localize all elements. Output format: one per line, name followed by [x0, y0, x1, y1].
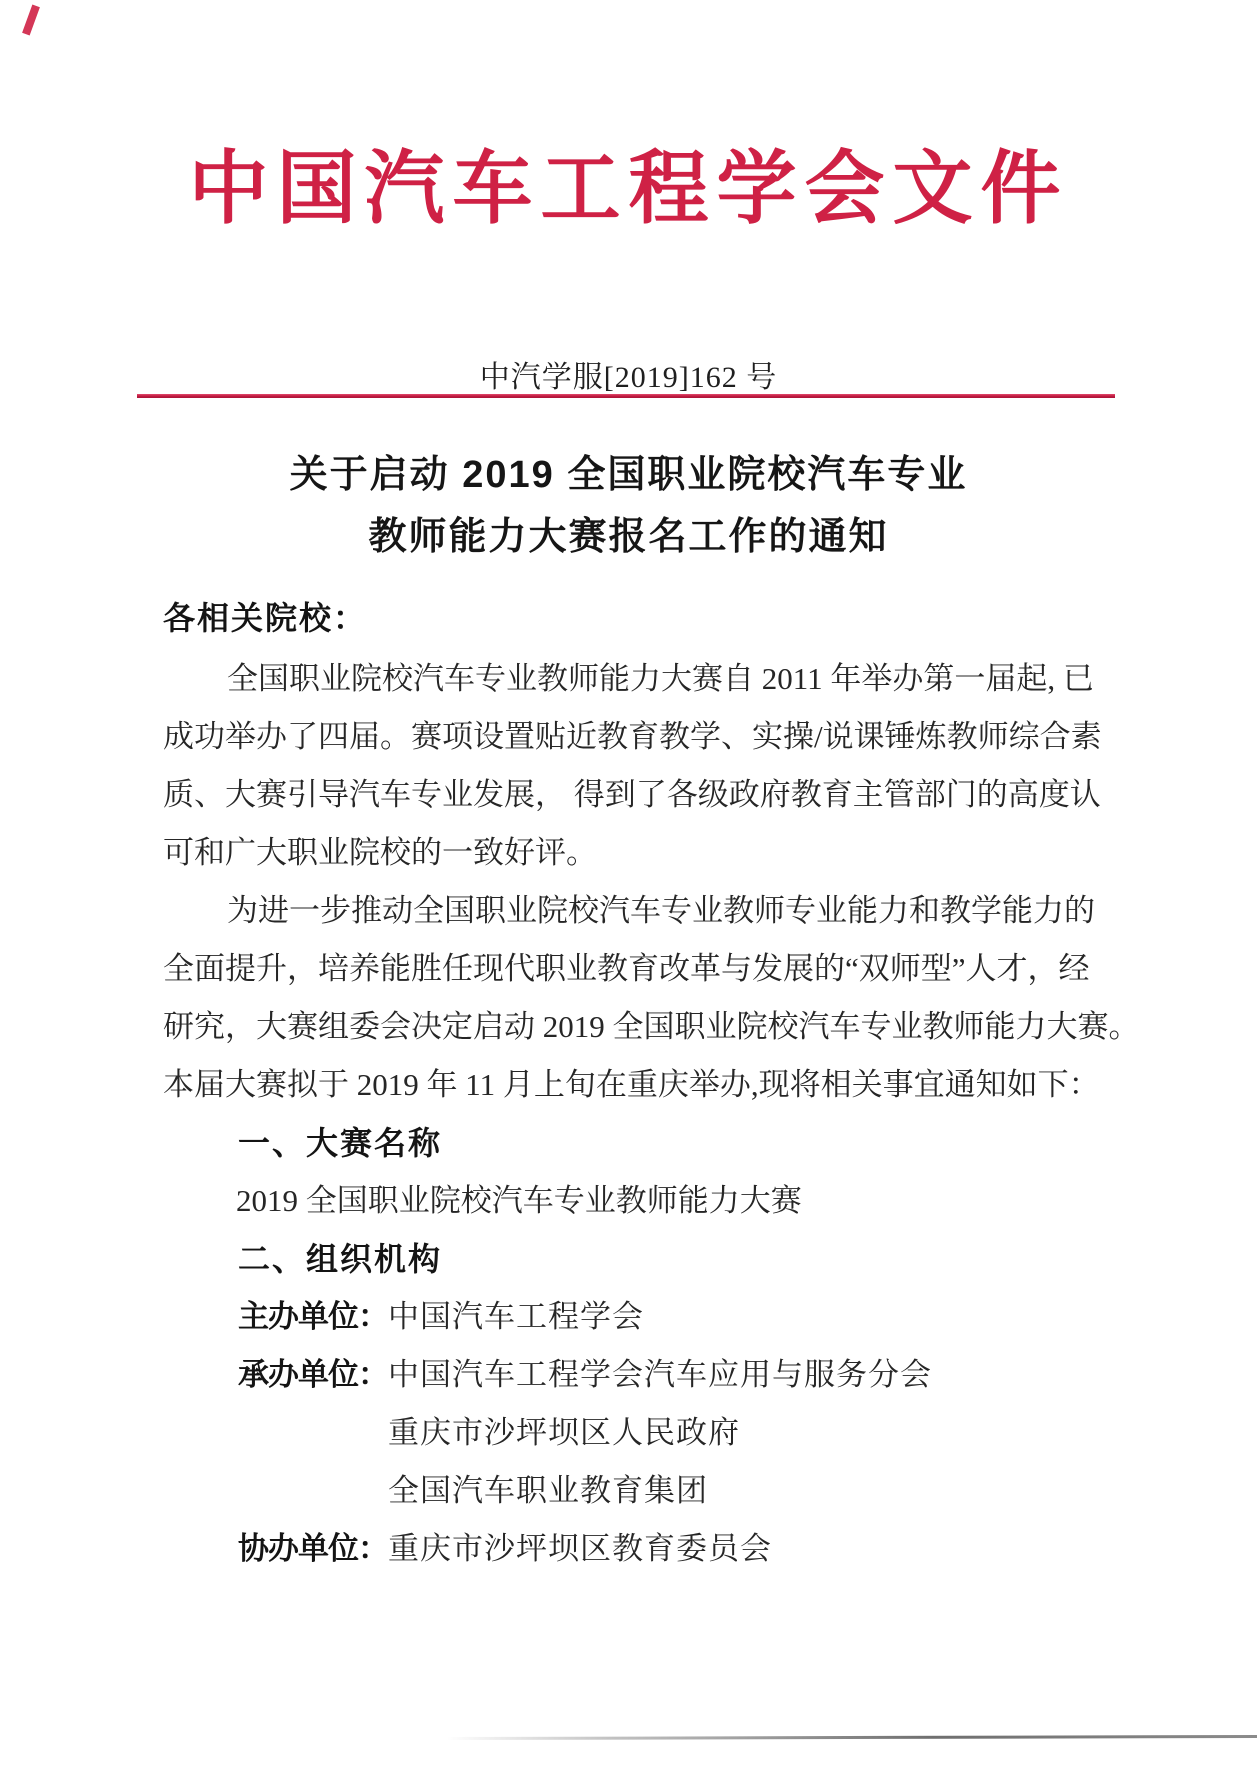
red-divider-line — [137, 394, 1115, 398]
section1-content: 2019 全国职业院校汽车专业教师能力大赛 — [236, 1183, 802, 1218]
agency-header-title: 中国汽车工程学会文件 — [188, 146, 1069, 234]
organizer-undertaker-line3 — [163, 1462, 1138, 1520]
organizer-host-line — [163, 1288, 1138, 1346]
document-body — [163, 650, 1138, 1578]
org-undertaker-value2: 重庆市沙坪坝区人民政府 — [388, 1415, 740, 1450]
doc-number: 中汽学服[2019]162 号 — [479, 361, 778, 394]
paragraph2-line2: 全面提升，培养能胜任现代职业教育改革与发展的“双师型”人才，经 — [163, 951, 1090, 986]
notice-title — [0, 444, 1257, 568]
org-undertaker-value3: 全国汽车职业教育集团 — [388, 1473, 708, 1508]
scan-artifact-bottom-line — [447, 1735, 1257, 1740]
org-coorganizer-label: 协办单位： — [238, 1531, 388, 1566]
paragraph2-line4: 本届大赛拟于 2019 年 11 月上旬在重庆举办,现将相关事宜通知如下： — [163, 1067, 1100, 1102]
paragraph1-line2: 成功举办了四届。赛项设置贴近教育教学、实操/说课锤炼教师综合素 — [163, 719, 1102, 754]
paragraph2-line3: 研究，大赛组委会决定启动 2019 全国职业院校汽车专业教师能力大赛。 — [163, 1009, 1140, 1044]
paragraph1-line3: 质、大赛引导汽车专业发展， 得到了各级政府教育主管部门的高度认 — [163, 777, 1101, 812]
paragraph1-line1: 全国职业院校汽车专业教师能力大赛自 2011 年举办第一届起, 已 — [227, 661, 1094, 696]
org-undertaker-label: 承办单位： — [238, 1357, 388, 1392]
org-host-label: 主办单位： — [238, 1299, 388, 1334]
org-host-value: 中国汽车工程学会 — [388, 1299, 644, 1334]
paragraph2-line1: 为进一步推动全国职业院校汽车专业教师专业能力和教学能力的 — [227, 893, 1095, 928]
organizer-undertaker-line — [163, 1346, 1138, 1404]
org-coorganizer-value: 重庆市沙坪坝区教育委员会 — [388, 1531, 772, 1566]
scan-artifact-corner-mark — [22, 5, 40, 36]
section1-heading: 一、大赛名称 — [238, 1125, 443, 1161]
notice-title-line2: 教师能力大赛报名工作的通知 — [368, 516, 889, 558]
org-undertaker-value: 中国汽车工程学会汽车应用与服务分会 — [388, 1357, 932, 1392]
section2-heading: 二、组织机构 — [238, 1241, 443, 1277]
organizer-undertaker-line2 — [163, 1404, 1138, 1462]
notice-title-line1: 关于启动 2019 全国职业院校汽车专业 — [289, 454, 968, 496]
salutation: 各相关院校： — [163, 600, 368, 636]
paragraph1-line4: 可和广大职业院校的一致好评。 — [163, 835, 597, 870]
organizer-coorganizer-line — [163, 1520, 1138, 1578]
